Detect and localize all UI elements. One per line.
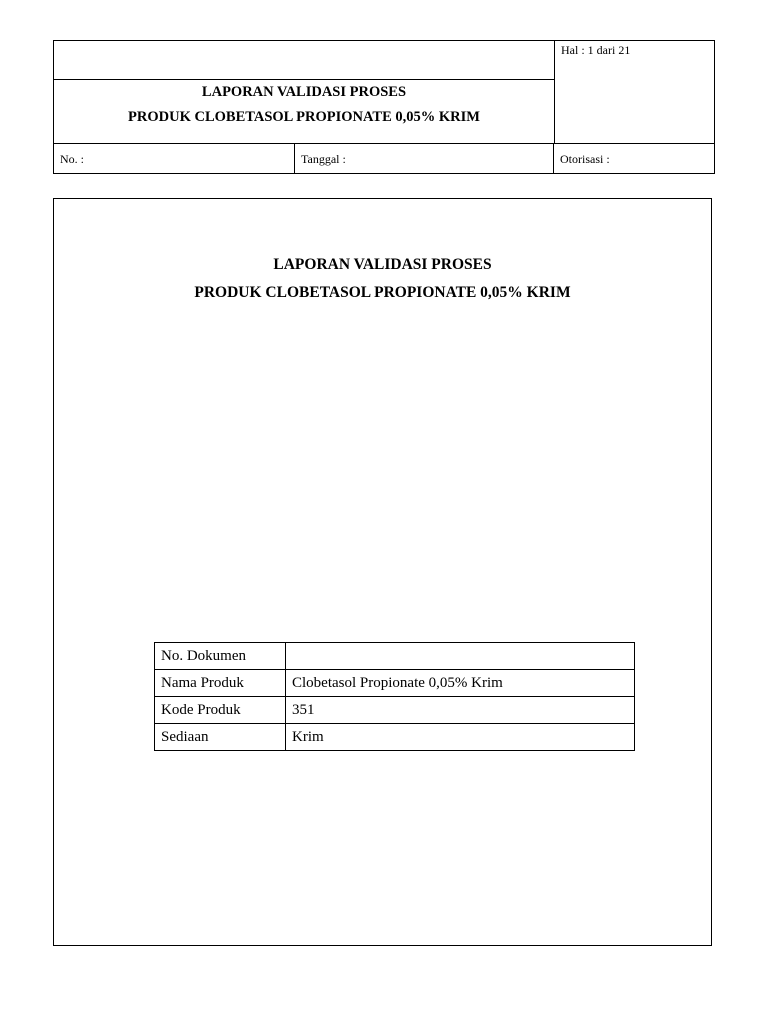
row-label: Nama Produk xyxy=(155,670,286,697)
row-value: 351 xyxy=(286,697,635,724)
document-header-table xyxy=(53,40,715,174)
header-title-area xyxy=(54,79,554,143)
row-label: No. Dokumen xyxy=(155,643,286,670)
row-label: Kode Produk xyxy=(155,697,286,724)
header-tanggal-field: Tanggal : xyxy=(295,144,554,174)
table-row xyxy=(155,670,635,697)
header-title-line-1: LAPORAN VALIDASI PROSES xyxy=(201,84,407,100)
cover-title-line-1: LAPORAN VALIDASI PROSES xyxy=(273,256,492,273)
row-value: Clobetasol Propionate 0,05% Krim xyxy=(286,670,635,697)
cover-page-box xyxy=(53,198,712,946)
table-row xyxy=(155,643,635,670)
row-value xyxy=(286,643,635,670)
header-otorisasi-field: Otorisasi : xyxy=(560,152,610,166)
header-divider xyxy=(554,41,555,143)
header-title-line-2: PRODUK CLOBETASOL PROPIONATE 0,05% KRIM xyxy=(128,109,480,125)
page-indicator: Hal : 1 dari 21 xyxy=(561,43,631,57)
table-row xyxy=(155,697,635,724)
header-bottom-row xyxy=(54,143,714,173)
row-value: Krim xyxy=(286,724,635,751)
cover-title-line-2: PRODUK CLOBETASOL PROPIONATE 0,05% KRIM xyxy=(194,284,571,301)
header-no-field: No. : xyxy=(54,144,295,174)
product-info-table xyxy=(154,642,635,751)
table-row xyxy=(155,724,635,751)
row-label: Sediaan xyxy=(155,724,286,751)
